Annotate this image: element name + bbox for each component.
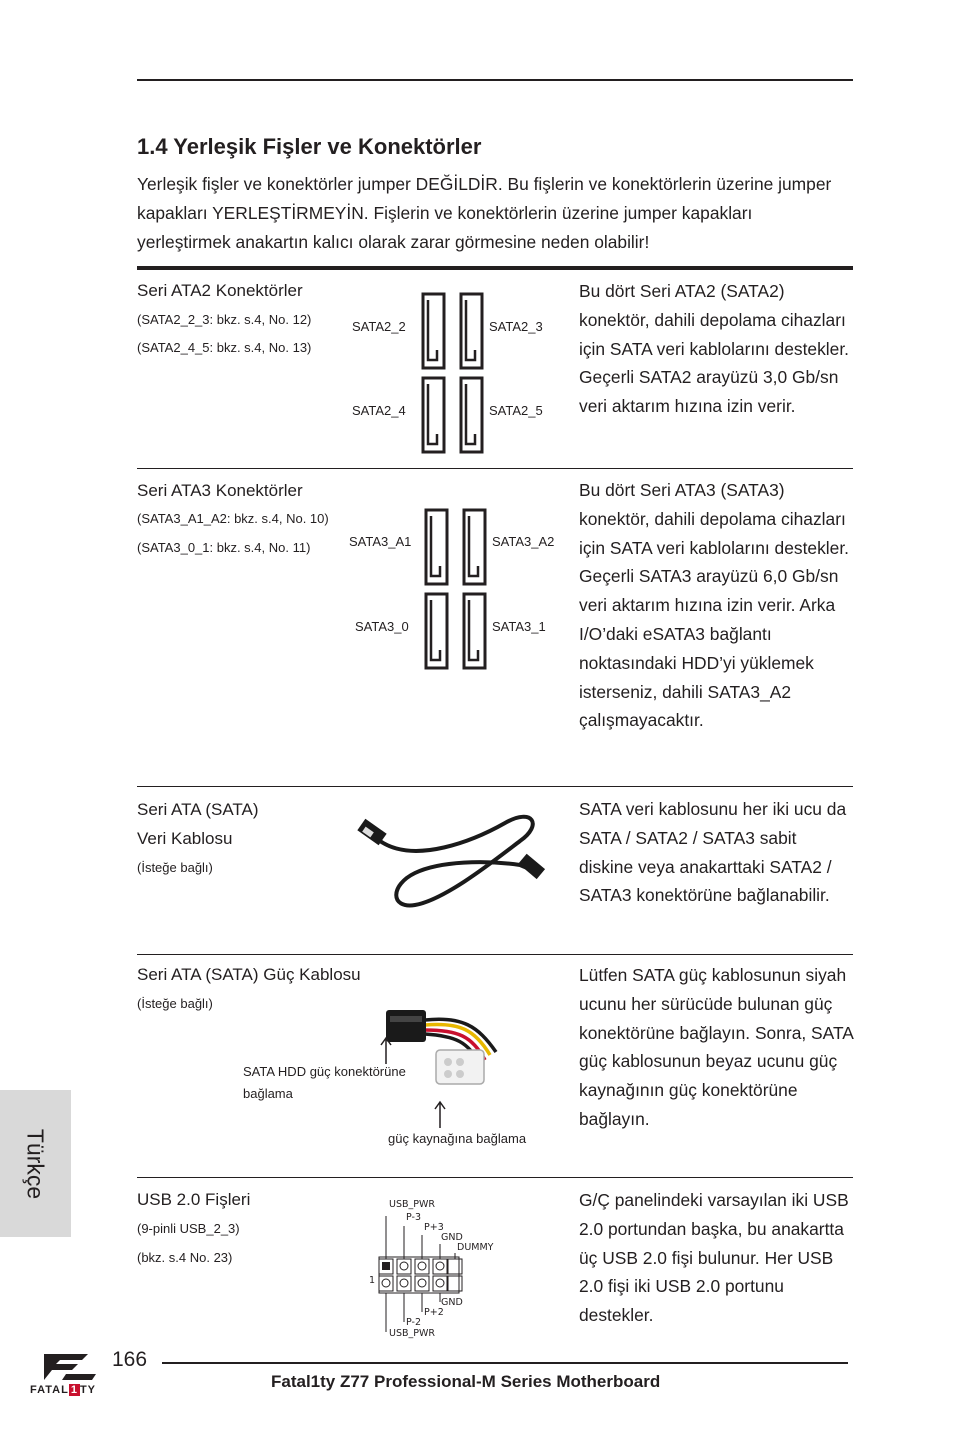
item-name: USB 2.0 Fişleri [137, 1190, 251, 1209]
pin-label: GND [441, 1297, 463, 1308]
item-ref: (İsteğe bağlı) [137, 996, 213, 1011]
page-number: 166 [112, 1348, 148, 1371]
logo-seal: 1 [70, 1384, 78, 1396]
arrow-up-icon [380, 1036, 392, 1066]
item-description: SATA veri kablosunu her iki ucu da SATA / SATA2 / SATA3 sabit diskine veya anakarttaki SATA2 / SATA3 konektörüne bağlanabilir. [579, 799, 847, 906]
row-divider [137, 786, 853, 787]
item-name: Seri ATA (SATA) [137, 800, 259, 819]
callout-label: SATA HDD güç konektörüne [243, 1064, 406, 1079]
section-title: 1.4 Yerleşik Fişler ve Konektörler [137, 134, 482, 159]
connector-label: SATA3_0 [355, 619, 409, 634]
connector-label: SATA2_2 [352, 319, 406, 334]
pin-label: DUMMY [457, 1242, 494, 1253]
item-description: Lütfen SATA güç kablosunun siyah ucunu her sürücüde bulunan güç konektörüne bağlayın. Sonra, SATA güç kablosunun beyaz ucunu güç kaynağının güç konektörüne bağlayın. [579, 965, 853, 1129]
pin-one-label: 1 [369, 1275, 376, 1286]
pin-label: P-2 [406, 1317, 421, 1328]
pin-label: GND [441, 1232, 463, 1243]
top-rule [137, 79, 853, 81]
item-description: Bu dört Seri ATA2 (SATA2) konektör, dahili depolama cihazları için SATA veri kablolarını destekler. Geçerli SATA2 arayüzü 3,0 Gb/sn veri aktarım hızına izin verir. [579, 281, 849, 417]
footer-rule [162, 1362, 848, 1364]
language-label: Türkçe [22, 1128, 49, 1200]
pin-label: P+3 [424, 1222, 444, 1233]
sata2-connectors-diagram [415, 290, 490, 456]
row-divider [137, 468, 853, 469]
item-ref: (9-pinli USB_2_3) [137, 1221, 240, 1236]
item-description: Bu dört Seri ATA3 (SATA3) konektör, dahili depolama cihazları için SATA veri kablolarını destekler. Geçerli SATA3 arayüzü 6,0 Gb/sn veri aktarım hızına izin verir. Arka I/O’daki eSATA3 bağlantı noktasındaki HDD’yi yüklemek isterseniz, dahili SATA3_A2 çalışmayacaktır. [579, 480, 849, 731]
fatal1ty-logo-text: FATAL 1 TY [30, 1384, 96, 1396]
item-ref: (bkz. s.4 No. 23) [137, 1250, 233, 1265]
footer-title: Fatal1ty Z77 Professional-M Series Motherboard [271, 1372, 661, 1391]
item-ref: (SATA3_0_1: bkz. s.4, No. 11) [137, 540, 311, 555]
sata-data-cable-image [355, 805, 550, 915]
fatal1ty-logo-icon [38, 1348, 100, 1386]
item-ref: (SATA2_2_3: bkz. s.4, No. 12) [137, 312, 312, 327]
item-ref: (SATA3_A1_A2: bkz. s.4, No. 10) [137, 511, 329, 526]
connector-label: SATA2_3 [489, 319, 543, 334]
sata3-connectors-diagram [418, 506, 493, 672]
item-ref: (İsteğe bağlı) [137, 860, 213, 875]
connector-label: SATA3_A1 [349, 534, 412, 549]
pin-label: USB_PWR [389, 1199, 435, 1210]
connector-label: SATA2_5 [489, 403, 543, 418]
item-name: Seri ATA3 Konektörler [137, 481, 303, 500]
connector-label: SATA3_1 [492, 619, 546, 634]
connector-label: SATA2_4 [352, 403, 406, 418]
language-side-tab [0, 1090, 71, 1237]
section-intro: Yerleşik fişler ve konektörler jumper DEĞİLDİR. Bu fişlerin ve konektörlerin üzerine jumper kapakları YERLEŞTİRMEYİN. Fişlerin ve konektörlerin üzerine jumper kapakları yerleştirmek anakartın kalıcı olarak zarar görmesine neden olabilir! [137, 174, 832, 252]
item-name: Seri ATA2 Konektörler [137, 281, 303, 300]
callout-label: güç kaynağına bağlama [388, 1131, 527, 1146]
row-divider [137, 954, 853, 955]
callout-label: bağlama [243, 1086, 293, 1101]
connector-label: SATA3_A2 [492, 534, 555, 549]
section-rule-thick [137, 266, 853, 270]
row-divider [137, 1177, 853, 1178]
item-name: Seri ATA (SATA) Güç Kablosu [137, 965, 361, 984]
item-name: Veri Kablosu [137, 829, 233, 848]
pin-label: USB_PWR [389, 1328, 435, 1339]
pin-label: P-3 [406, 1212, 421, 1223]
pin-label: P+2 [424, 1307, 444, 1318]
item-ref: (SATA2_4_5: bkz. s.4, No. 13) [137, 340, 312, 355]
arrow-up-icon [434, 1100, 446, 1130]
item-description: G/Ç panelindeki varsayılan iki USB 2.0 portundan başka, bu anakartta üç USB 2.0 fişi bulunur. Her USB 2.0 fişi iki USB 2.0 portunu destekler. [579, 1190, 849, 1326]
